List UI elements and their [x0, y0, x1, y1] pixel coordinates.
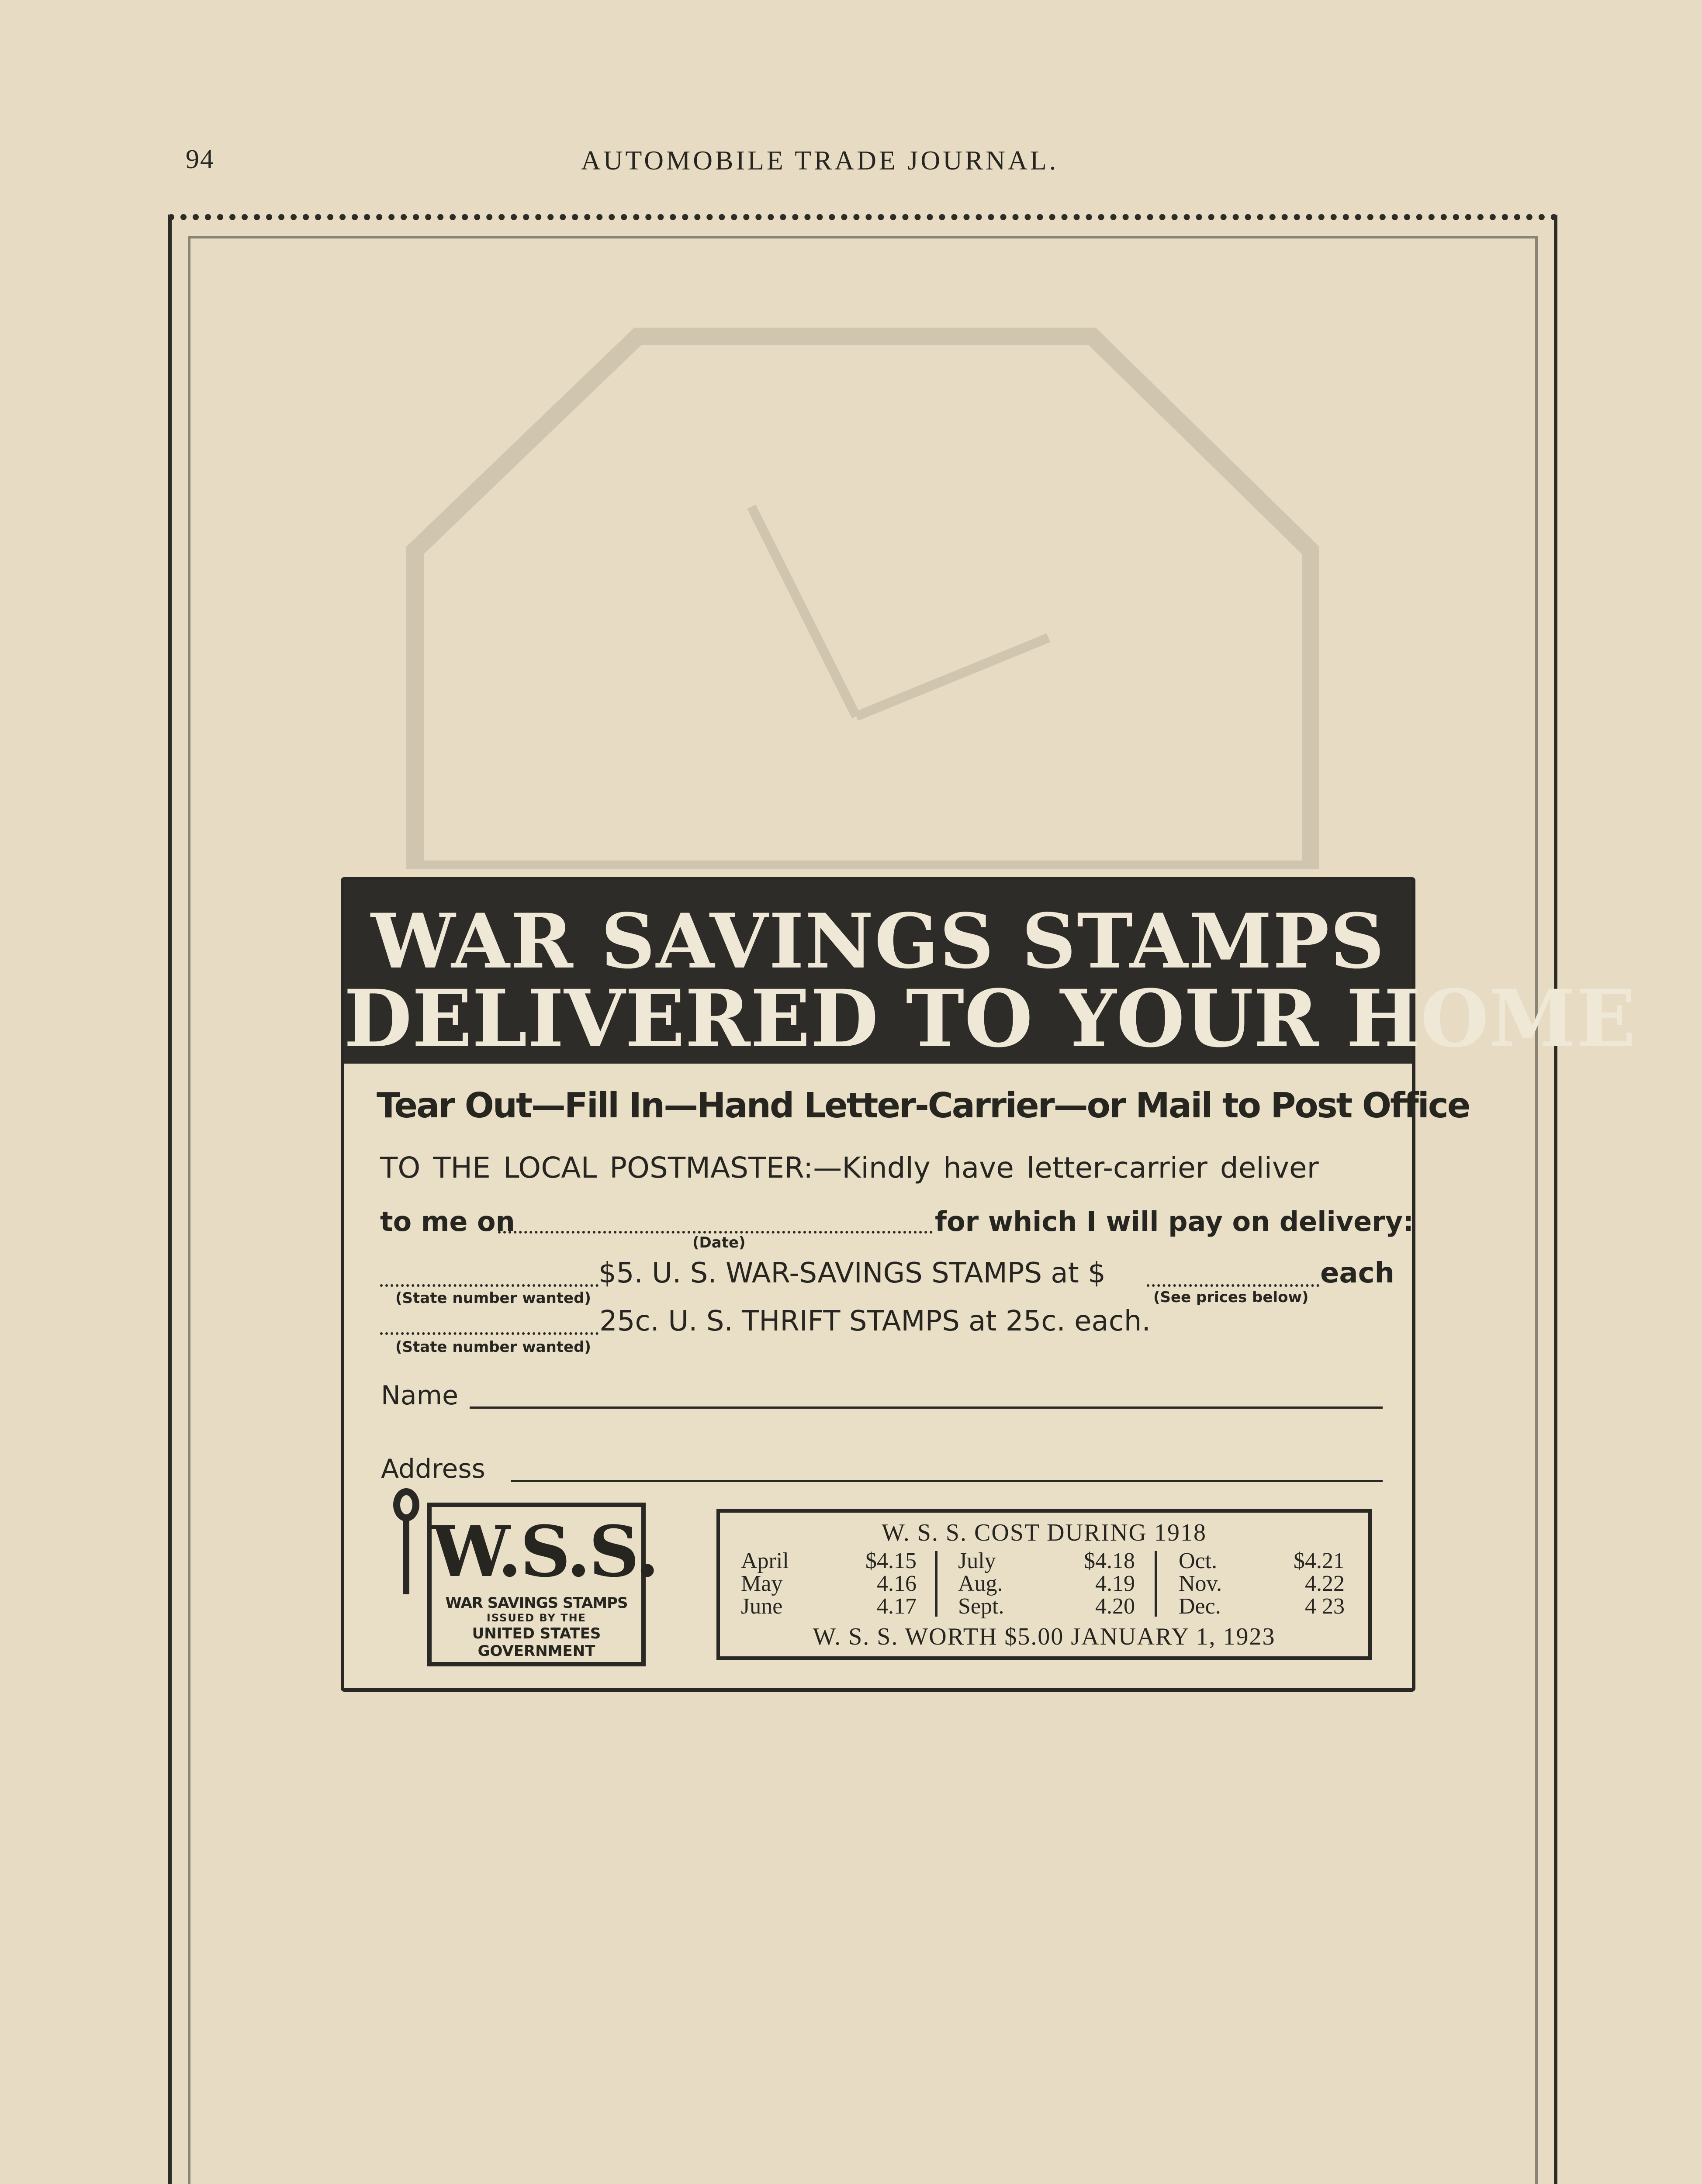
state-number-hint: (State number wanted) — [395, 1289, 591, 1307]
column-divider — [1155, 1551, 1157, 1617]
prices-column-3 — [1279, 1550, 1345, 1618]
prices-column-1 — [851, 1550, 917, 1618]
wss-letters: W.S.S. — [432, 1510, 658, 1593]
show-through-artwork — [393, 323, 1332, 869]
column-divider — [935, 1551, 937, 1617]
address-label: Address — [381, 1454, 485, 1484]
thrift-stamps-quantity-field[interactable] — [380, 1332, 598, 1335]
war-stamps-text: $5. U. S. WAR-SAVINGS STAMPS at $ — [598, 1257, 1106, 1289]
coupon-banner — [344, 880, 1636, 1065]
thermometer-icon — [391, 1487, 422, 1597]
month-label: Oct. — [1179, 1548, 1218, 1573]
price-value: 4 23 — [1305, 1594, 1345, 1619]
logo-line-4: GOVERNMENT — [477, 1642, 595, 1660]
months-column-2 — [958, 1550, 1004, 1618]
each-label: each — [1320, 1257, 1395, 1289]
month-label: Dec. — [1179, 1594, 1221, 1619]
date-field[interactable] — [498, 1231, 933, 1234]
deliver-prefix: to me on — [380, 1206, 515, 1237]
instruction-text: Tear Out—Fill In—Hand Letter-Carrier—or Mail to Post Office — [377, 1085, 1470, 1126]
price-value: 4.16 — [877, 1571, 917, 1596]
month-label: Sept. — [958, 1594, 1004, 1619]
logo-line-2: ISSUED BY THE — [486, 1612, 587, 1624]
deliver-suffix: for which I will pay on delivery: — [935, 1206, 1414, 1237]
price-value: $4.18 — [1084, 1548, 1135, 1573]
month-label: April — [741, 1548, 789, 1573]
price-table-worth: W. S. S. WORTH $5.00 JANUARY 1, 1923 — [813, 1623, 1276, 1650]
price-value: 4.22 — [1305, 1571, 1345, 1596]
price-table — [716, 1509, 1372, 1660]
state-number-hint-2: (State number wanted) — [395, 1338, 591, 1356]
postmaster-line: TO THE LOCAL POSTMASTER:—Kindly have letter-carrier deliver — [380, 1151, 1319, 1185]
name-field[interactable] — [470, 1406, 1383, 1409]
months-column-3 — [1179, 1550, 1222, 1618]
price-value: $4.21 — [1294, 1548, 1345, 1573]
banner-headline: WAR SAVINGS STAMPS — [371, 897, 1385, 985]
page-number: 94 — [186, 145, 214, 174]
date-hint: (Date) — [692, 1234, 746, 1251]
price-value: 4.17 — [877, 1594, 917, 1619]
price-table-title: W. S. S. COST DURING 1918 — [882, 1519, 1207, 1546]
month-label: Aug. — [958, 1571, 1003, 1596]
price-value: $4.15 — [865, 1548, 917, 1573]
price-value: 4.20 — [1095, 1594, 1135, 1619]
price-value: 4.19 — [1095, 1571, 1135, 1596]
month-label: June — [741, 1594, 783, 1619]
price-field[interactable] — [1147, 1284, 1319, 1287]
prices-column-2 — [1069, 1550, 1135, 1618]
wss-logo — [427, 1503, 658, 1666]
name-label: Name — [381, 1380, 459, 1411]
month-label: Nov. — [1179, 1571, 1222, 1596]
war-stamps-quantity-field[interactable] — [380, 1284, 598, 1287]
banner-subheadline: DELIVERED TO YOUR HOME — [344, 973, 1636, 1065]
thrift-stamps-text: 25c. U. S. THRIFT STAMPS at 25c. each. — [599, 1305, 1151, 1337]
logo-line-3: UNITED STATES — [472, 1625, 601, 1642]
see-prices-hint: (See prices below) — [1153, 1289, 1309, 1306]
journal-title: AUTOMOBILE TRADE JOURNAL. — [581, 146, 1059, 176]
month-label: July — [958, 1548, 996, 1573]
logo-line-1: WAR SAVINGS STAMPS — [445, 1594, 628, 1612]
months-column-1 — [741, 1550, 789, 1618]
address-field[interactable] — [511, 1480, 1383, 1482]
month-label: May — [741, 1571, 783, 1596]
